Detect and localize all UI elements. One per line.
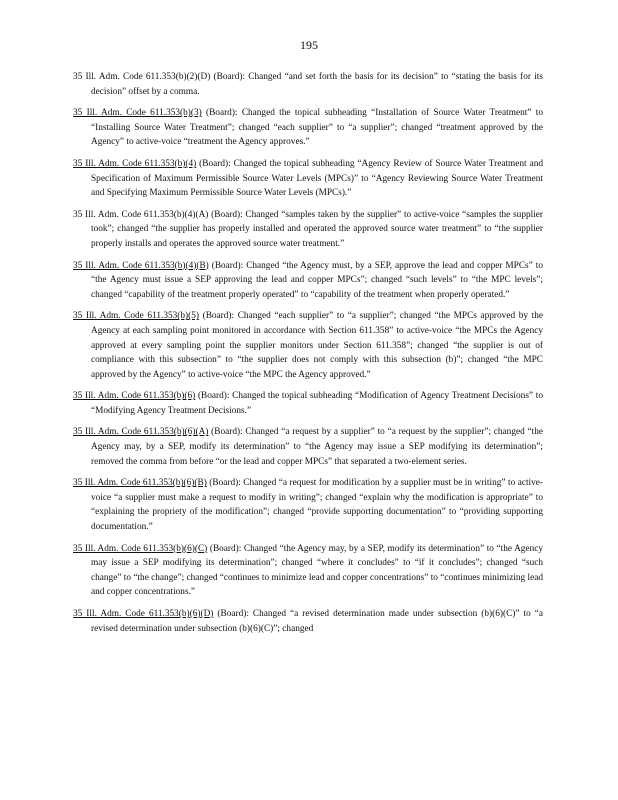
citation: 35 Ill. Adm. Code 611.353(b)(3)	[73, 108, 202, 119]
change-description: (Board): Changed “each supplier” to “a supplier”; changed “the MPCs approved by the Agency at each sampling point monitored in accordance with Section 611.358” to active-voice “the MPCs the Agency approved at every sampling point the supplier monitors under Section 611.358”; changed “the supplier is out of compliance with this subsection” to “the supplier does not comply with this subsection (b)”; changed “the MPC approved by the Agency” to active-voice “the MPC the Agency approved.”	[91, 311, 544, 380]
change-description: (Board): Changed “the Agency may, by a SEP, modify its determination” to “the Agency may issue a SEP modifying its determination”; changed “where it concludes” to “if it concludes”; changed “such change” to “the change”; changed “continues to minimize lead and copper concentrations” to “continues minimizing lead and copper concentrations.”	[91, 543, 544, 598]
change-description: (Board): Changed “and set forth the basis for its decision” to “stating the basis for its decision” offset by a comma.	[91, 72, 543, 97]
citation: 35 Ill. Adm. Code 611.353(b)(6)(C)	[73, 543, 208, 554]
change-list	[73, 70, 543, 643]
page-number: 195	[300, 38, 318, 52]
change-entry	[73, 70, 543, 99]
change-description: (Board): Changed “a request for modification by a supplier must be in writing” to active-voice “a supplier must make a request to modify in writing”; changed “explain why the modification is appropriate” to “explaining the propriety of the modification”; changed “provide supporting documentation” to “providing supporting documentation.”	[91, 478, 543, 533]
change-entry	[73, 259, 543, 303]
change-description: (Board): Changed the topical subheading “Modification of Agency Treatment Decisions” to “Modifying Agency Treatment Decisions.”	[91, 391, 543, 416]
change-entry	[73, 157, 543, 201]
change-description: (Board): Changed the topical subheading “Agency Review of Source Water Treatment and Specification of Maximum Permissible Source Water Levels (MPCs)” to “Agency Reviewing Source Water Treatment and Specifying Maximum Permissible Source Water Levels (MPCs).”	[91, 158, 543, 199]
change-description: (Board): Changed “samples taken by the supplier” to active-voice “samples the supplier took”; changed “the supplier has properly installed and operated the approved source water treatment” to “the supplier properly installs and operates the approved source water treatment.”	[91, 209, 544, 249]
change-description: (Board): Changed “the Agency must, by a SEP, approve the lead and copper MPCs” to “the Agency must issue a SEP approving the lead and copper MPCs”; changed “such levels” to “the MPC levels”; changed “capability of the treatment properly operated” to “capability of the treatment when properly operated.”	[91, 260, 544, 300]
change-entry	[73, 208, 543, 252]
citation: 35 Ill. Adm. Code 611.353(b)(4)(B)	[73, 260, 209, 271]
change-description: (Board): Changed “a request by a supplier” to “a request by the supplier”; changed “the Agency may, by a SEP, modify its determination” to “the Agency may issue a SEP modifying its determination”; removed the comma from before “or the lead and copper MPCs” that separated a two-element series.	[91, 427, 543, 467]
citation: 35 Ill. Adm. Code 611.353(b)(2)(D)	[73, 72, 211, 82]
change-entry	[73, 425, 543, 469]
change-entry	[73, 542, 543, 600]
citation: 35 Ill. Adm. Code 611.353(b)(5)	[73, 311, 199, 322]
citation: 35 Ill. Adm. Code 611.353(b)(6)(A)	[73, 427, 209, 438]
citation: 35 Ill. Adm. Code 611.353(b)(6)(D)	[73, 609, 214, 619]
change-description: (Board): Changed “a revised determination made under subsection (b)(6)(C)” to “a revised determination under subsection (b)(6)(C)”; changed	[91, 609, 543, 634]
change-entry	[73, 476, 543, 534]
citation: 35 Ill. Adm. Code 611.353(b)(6)(B)	[73, 478, 207, 489]
change-entry	[73, 309, 543, 382]
change-description: (Board): Changed the topical subheading “Installation of Source Water Treatment” to “Installing Source Water Treatment”; changed “each supplier” to “a supplier”; changed “treatment approved by the Agency” to active-voice “treatment the Agency approves.”	[91, 108, 543, 148]
citation: 35 Ill. Adm. Code 611.353(b)(4)	[73, 158, 197, 169]
change-entry	[73, 607, 543, 636]
citation: 35 Ill. Adm. Code 611.353(b)(4)(A)	[73, 209, 209, 220]
change-entry	[73, 389, 543, 418]
citation: 35 Ill. Adm. Code 611.353(b)(6)	[73, 391, 196, 402]
change-entry	[73, 106, 543, 150]
